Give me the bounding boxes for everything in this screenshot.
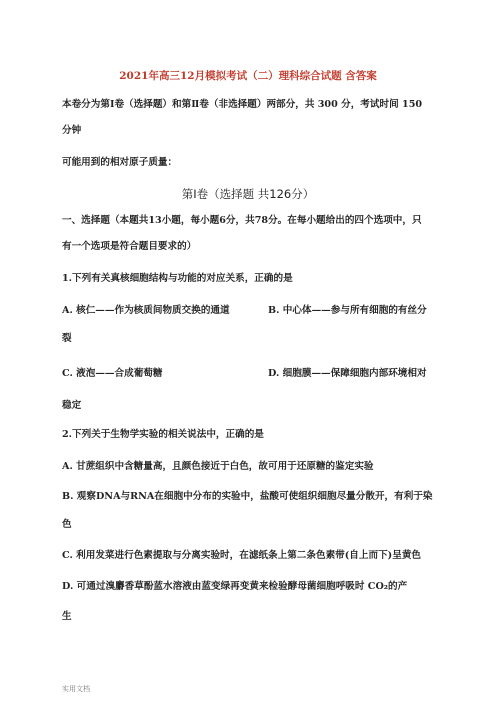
q2-option-b: B. 观察DNA与RNA在细胞中分布的实验中，盐酸可使组织细胞尽量分散开，有利于染 <box>62 491 433 502</box>
q2-option-b-cont: 色 <box>62 519 72 530</box>
part1-instruction-2: 有一个选项是符合题目要求的） <box>62 241 197 252</box>
intro-line-1: 本卷分为第Ⅰ卷（选择题）和第Ⅱ卷（非选择题）两部分，共 300 分，考试时间 150 <box>62 99 423 110</box>
q2-option-d-cont: 生 <box>62 611 72 622</box>
q1-stem: 1.下列有关真核细胞结构与功能的对应关系，正确的是 <box>62 273 293 284</box>
q1-option-a: A. 核仁——作为核质间物质交换的通道 <box>62 305 230 316</box>
q2-option-d: D. 可通过溴麝香草酚蓝水溶液由蓝变绿再变黄来检验酵母菌细胞呼吸时 CO₂的产 <box>62 581 408 592</box>
atomic-mass-label: 可能用到的相对原子质量： <box>62 157 178 168</box>
q2-option-a: A. 甘蔗组织中含糖量高，且颜色接近于白色，故可用于还原糖的鉴定实验 <box>62 461 374 472</box>
document-title: 2021年高三12月模拟考试（二）理科综合试题 含答案 <box>119 70 377 82</box>
q1-option-b: B. 中心体——参与所有细胞的有丝分 <box>268 305 427 316</box>
q2-option-c: C. 利用发菜进行色素提取与分离实验时，在滤纸条上第二条色素带(自上而下)呈黄色 <box>62 550 422 561</box>
q1-option-d: D. 细胞膜——保障细胞内部环境相对 <box>268 368 427 379</box>
footer-label: 实用文档 <box>62 685 90 693</box>
part1-instruction-1: 一、选择题（本题共13小题，每小题6分，共78分。在每小题给出的四个选项中，只 <box>62 215 422 226</box>
q2-stem: 2.下列关于生物学实验的相关说法中，正确的是 <box>62 429 264 440</box>
q1-option-c: C. 液泡——合成葡萄糖 <box>62 368 163 379</box>
q1-option-d-cont: 稳定 <box>62 400 82 411</box>
q1-option-b-cont: 裂 <box>62 333 72 344</box>
section-title: 第Ⅰ卷（选择题 共126分） <box>181 187 315 201</box>
intro-line-2: 分钟 <box>62 125 82 136</box>
